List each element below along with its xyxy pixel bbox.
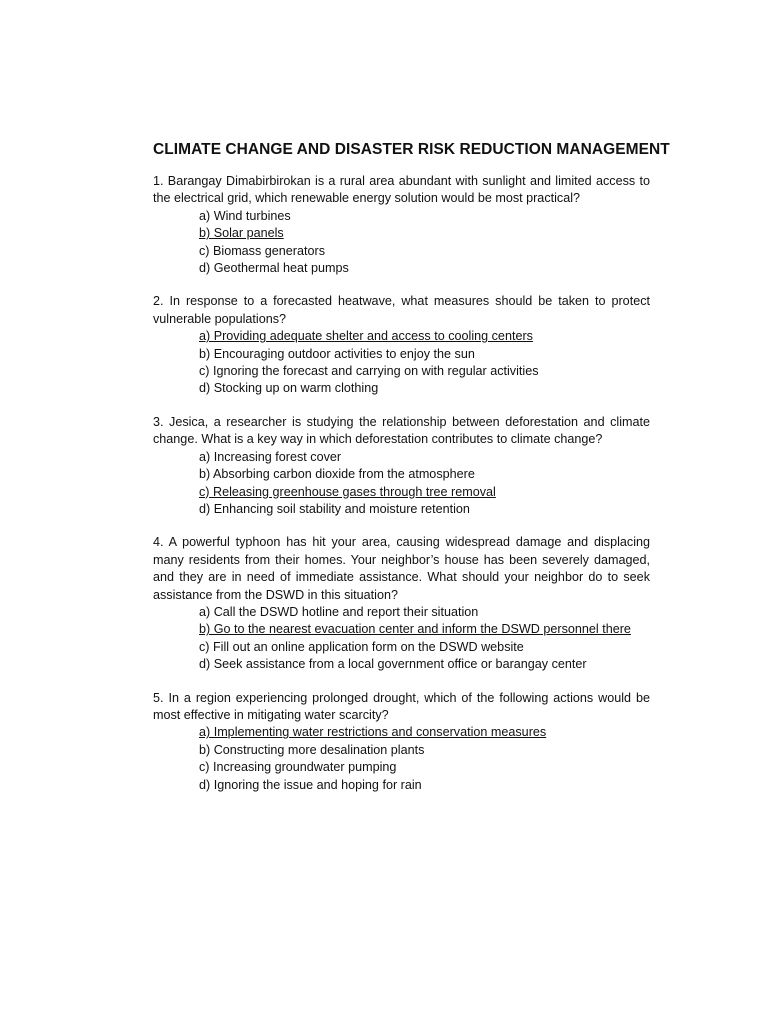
- option-list: [153, 604, 650, 674]
- option-c-answer: c) Releasing greenhouse gases through tree removal: [199, 484, 496, 499]
- option-d: d) Geothermal heat pumps: [199, 261, 349, 276]
- option-a: a) Increasing forest cover: [199, 449, 342, 464]
- option-c: c) Increasing groundwater pumping: [199, 760, 397, 775]
- option-c: c) Ignoring the forecast and carrying on with regular activities: [199, 364, 539, 379]
- option-a-answer: a) Providing adequate shelter and access to cooling centers: [199, 329, 533, 344]
- option-list: [153, 449, 650, 519]
- option-c: c) Biomass generators: [199, 243, 325, 258]
- document-page: [153, 141, 670, 810]
- option-a: a) Wind turbines: [199, 208, 291, 223]
- option-b: b) Constructing more desalination plants: [199, 742, 425, 757]
- document-title: CLIMATE CHANGE AND DISASTER RISK REDUCTION MANAGEMENT: [153, 141, 670, 158]
- question-stem: 5. In a region experiencing prolonged drought, which of the following actions would be most effective in mitigating water scarcity?: [153, 690, 650, 722]
- question-stem: 1. Barangay Dimabirbirokan is a rural area abundant with sunlight and limited access to the electrical grid, which renewable energy solution would be most practical?: [153, 174, 650, 206]
- option-d: d) Stocking up on warm clothing: [199, 381, 379, 396]
- option-c: c) Fill out an online application form on the DSWD website: [199, 639, 524, 654]
- option-a: a) Call the DSWD hotline and report their situation: [199, 604, 479, 619]
- question-3: [153, 414, 650, 518]
- question-2: [153, 293, 650, 397]
- option-list: [153, 328, 650, 398]
- question-stem: 3. Jesica, a researcher is studying the relationship between deforestation and climate change. What is a key way in which deforestation contributes to climate change?: [153, 414, 650, 447]
- option-b: b) Encouraging outdoor activities to enjoy the sun: [199, 346, 475, 361]
- option-a-answer: a) Implementing water restrictions and conservation measures: [199, 725, 547, 740]
- question-stem: 4. A powerful typhoon has hit your area, causing widespread damage and displacing many residents from their homes. Your neighbor’s house has been severely damaged, and they are in need of immediate assistance. What should your neighbor do to seek assistance from the DSWD in this situation?: [153, 535, 650, 602]
- question-5: [153, 690, 650, 794]
- option-list: [153, 724, 650, 794]
- question-1: [153, 173, 650, 277]
- option-d: d) Ignoring the issue and hoping for rain: [199, 777, 422, 792]
- option-b-answer: b) Go to the nearest evacuation center and inform the DSWD personnel there: [199, 622, 631, 637]
- option-list: [153, 208, 650, 278]
- question-4: [153, 534, 650, 673]
- option-b-answer: b) Solar panels: [199, 226, 284, 241]
- question-stem: 2. In response to a forecasted heatwave, what measures should be taken to protect vulnerable populations?: [153, 294, 650, 326]
- option-d: d) Seek assistance from a local government office or barangay center: [199, 657, 587, 672]
- option-d: d) Enhancing soil stability and moisture retention: [199, 501, 470, 516]
- option-b: b) Absorbing carbon dioxide from the atmosphere: [199, 467, 475, 482]
